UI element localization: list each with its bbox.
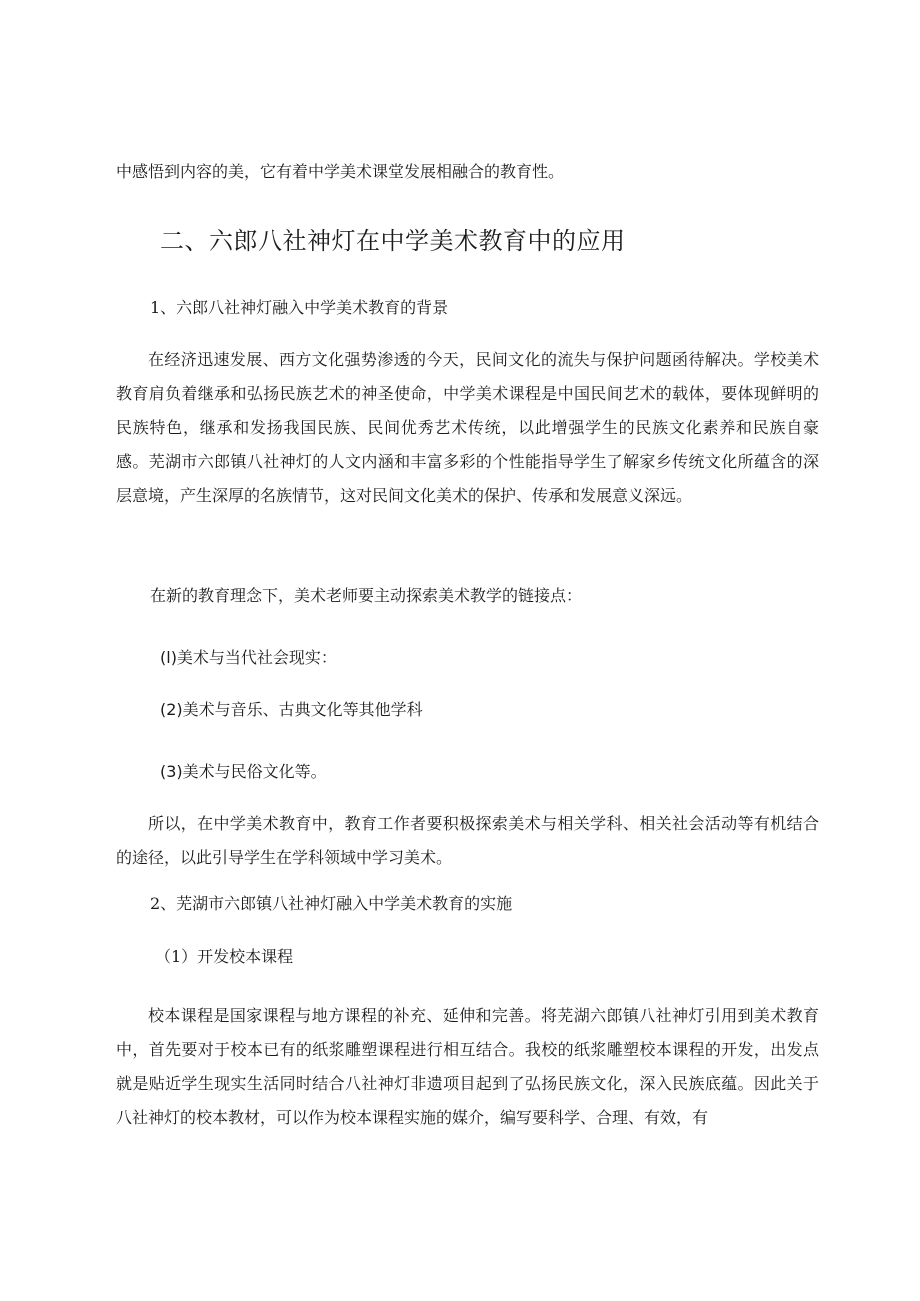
list-item-3: (3)美术与民俗文化等。: [160, 762, 327, 781]
subsubsection-title-1: （1）开发校本课程: [155, 947, 294, 966]
list-item-1: (l)美术与当代社会现实：: [160, 648, 337, 667]
section-heading: 二、六郎八社神灯在中学美术教育中的应用: [160, 227, 626, 255]
paragraph-link-points: 在新的教育理念下，美术老师要主动探索美术教学的链接点：: [150, 586, 583, 605]
subsection-title-2: 2、芜湖市六郎镇八社神灯融入中学美术教育的实施: [150, 894, 513, 913]
paragraph-conclusion: 所以，在中学美术教育中，教育工作者要积极探索美术与相关学科、相关社会活动等有机结合的途径，以此引导学生在学科领域中学习美术。: [116, 814, 819, 867]
paragraph-background: 在经济迅速发展、西方文化强势渗透的今天，民间文化的流失与保护问题函待解决。学校美术教育肩负着继承和弘扬民族艺术的神圣使命，中学美术课程是中国民间艺术的载体，要体现鲜明的民族特色，继承和发扬我国民族、民间优秀艺术传统，以此增强学生的民族文化素养和民族自豪感。芜湖市六郎镇八社神灯的人文内涵和丰富多彩的个性能指导学生了解家乡传统文化所蕴含的深层意境，产生深厚的名族情节，这对民间文化美术的保护、传承和发展意义深远。: [116, 350, 819, 505]
paragraph-school-curriculum: 校本课程是国家课程与地方课程的补充、延伸和完善。将芜湖六郎镇八社神灯引用到美术教育中，首先要对于校本已有的纸浆雕塑课程进行相互结合。我校的纸浆雕塑校本课程的开发，出发点就是贴近学生现实生活同时结合八社神灯非遗项目起到了弘扬民族文化，深入民族底蕴。因此关于八社神灯的校本教材，可以作为校本课程实施的媒介，编写要科学、合理、有效，有: [116, 1006, 819, 1127]
continuation-line: 中感悟到内容的美，它有着中学美术课堂发展相融合的教育性。: [116, 162, 565, 181]
list-item-2: (2)美术与音乐、古典文化等其他学科: [160, 700, 423, 719]
subsection-title-1: 1、六郎八社神灯融入中学美术教育的背景: [150, 298, 449, 317]
